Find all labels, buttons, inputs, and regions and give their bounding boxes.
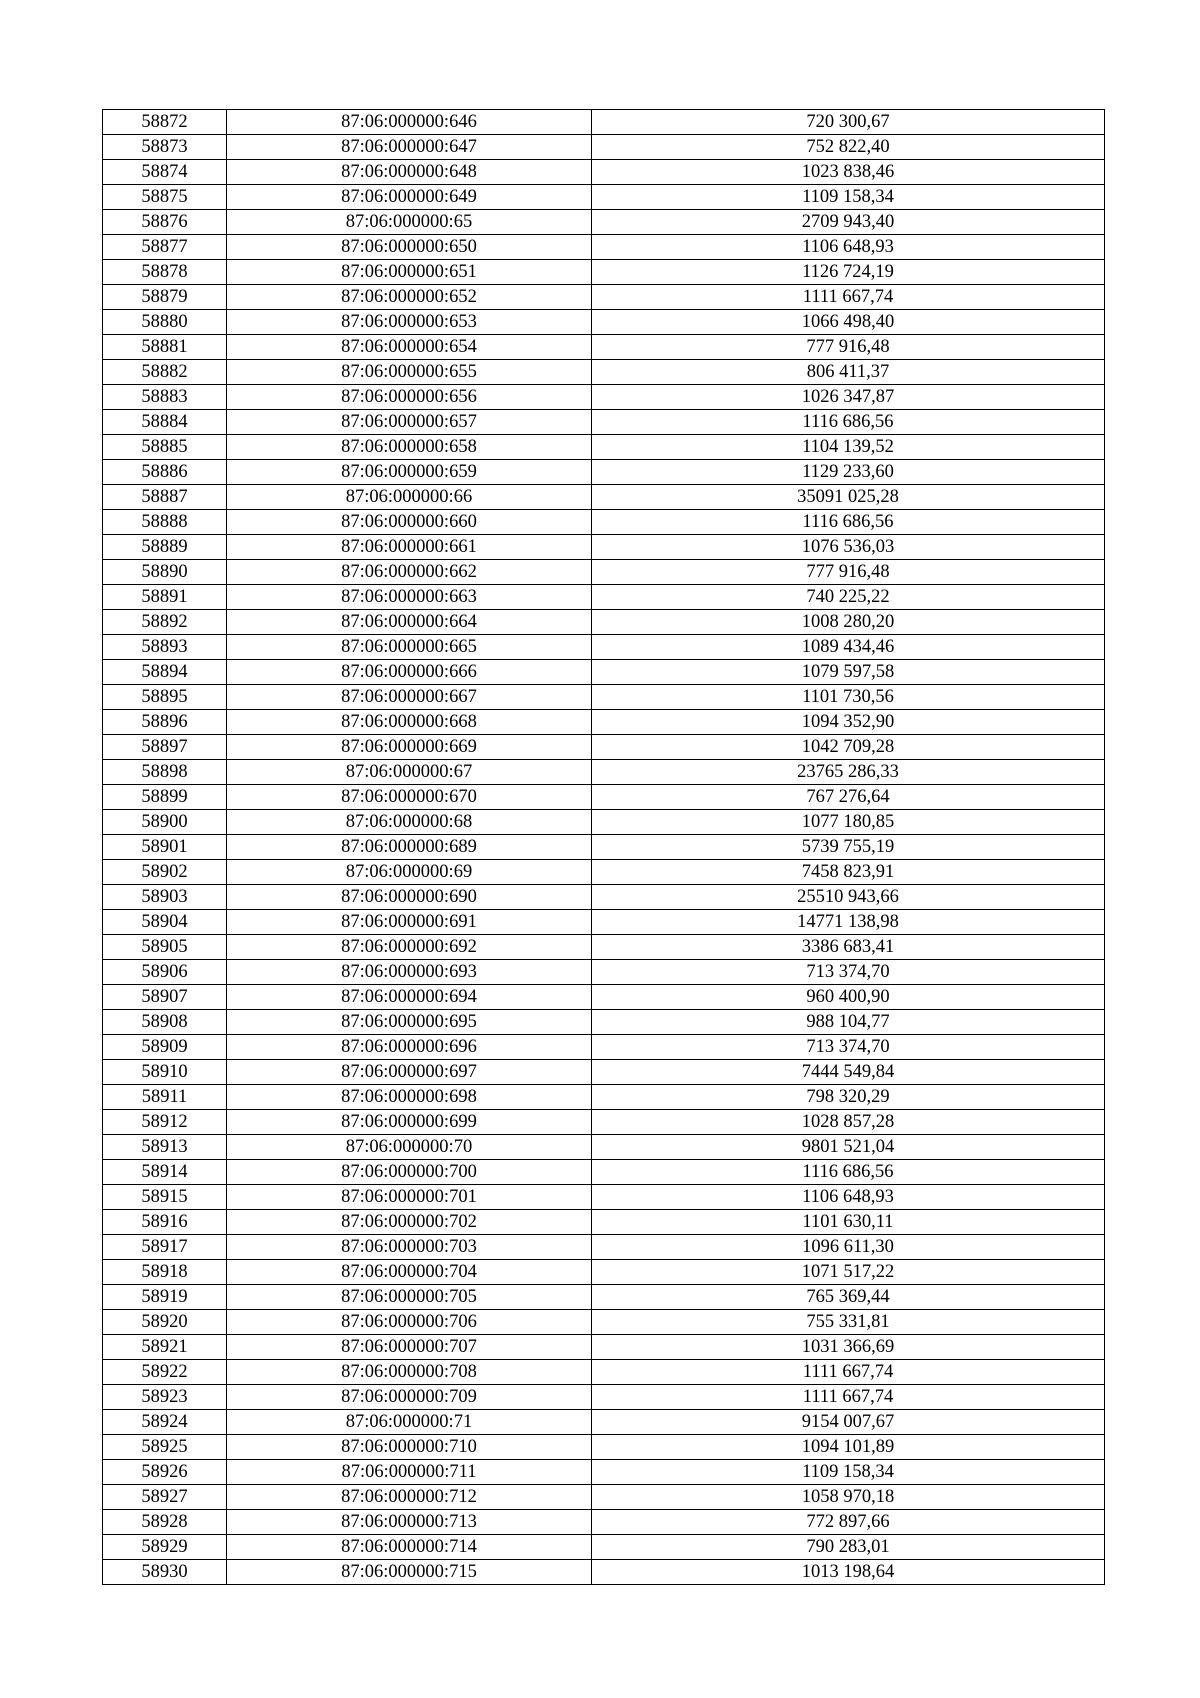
table-row xyxy=(103,210,1105,235)
row-number-cell: 58901 xyxy=(103,835,227,860)
table-row xyxy=(103,285,1105,310)
cadastral-number-cell: 87:06:000000:705 xyxy=(227,1285,592,1310)
row-number-cell: 58929 xyxy=(103,1535,227,1560)
table-row xyxy=(103,560,1105,585)
value-cell: 1096 611,30 xyxy=(592,1235,1105,1260)
cadastral-number-cell: 87:06:000000:670 xyxy=(227,785,592,810)
cadastral-number-cell: 87:06:000000:702 xyxy=(227,1210,592,1235)
table-row xyxy=(103,1085,1105,1110)
table-row xyxy=(103,1160,1105,1185)
row-number-cell: 58925 xyxy=(103,1435,227,1460)
value-cell: 713 374,70 xyxy=(592,1035,1105,1060)
cadastral-number-cell: 87:06:000000:652 xyxy=(227,285,592,310)
row-number-cell: 58894 xyxy=(103,660,227,685)
row-number-cell: 58927 xyxy=(103,1485,227,1510)
value-cell: 1031 366,69 xyxy=(592,1335,1105,1360)
value-cell: 806 411,37 xyxy=(592,360,1105,385)
row-number-cell: 58887 xyxy=(103,485,227,510)
cadastral-number-cell: 87:06:000000:700 xyxy=(227,1160,592,1185)
cadastral-number-cell: 87:06:000000:665 xyxy=(227,635,592,660)
value-cell: 1008 280,20 xyxy=(592,610,1105,635)
cadastral-number-cell: 87:06:000000:696 xyxy=(227,1035,592,1060)
table-row xyxy=(103,1435,1105,1460)
table-row xyxy=(103,960,1105,985)
cadastral-number-cell: 87:06:000000:715 xyxy=(227,1560,592,1585)
table-row xyxy=(103,1460,1105,1485)
value-cell: 1026 347,87 xyxy=(592,385,1105,410)
value-cell: 1077 180,85 xyxy=(592,810,1105,835)
cadastral-number-cell: 87:06:000000:654 xyxy=(227,335,592,360)
table-row xyxy=(103,1235,1105,1260)
row-number-cell: 58911 xyxy=(103,1085,227,1110)
value-cell: 1079 597,58 xyxy=(592,660,1105,685)
value-cell: 1094 352,90 xyxy=(592,710,1105,735)
value-cell: 1089 434,46 xyxy=(592,635,1105,660)
cadastral-number-cell: 87:06:000000:669 xyxy=(227,735,592,760)
row-number-cell: 58880 xyxy=(103,310,227,335)
row-number-cell: 58874 xyxy=(103,160,227,185)
value-cell: 767 276,64 xyxy=(592,785,1105,810)
cadastral-number-cell: 87:06:000000:650 xyxy=(227,235,592,260)
table-row xyxy=(103,1485,1105,1510)
table-row xyxy=(103,410,1105,435)
row-number-cell: 58918 xyxy=(103,1260,227,1285)
table-row xyxy=(103,1410,1105,1435)
table-row xyxy=(103,235,1105,260)
cadastral-number-cell: 87:06:000000:649 xyxy=(227,185,592,210)
value-cell: 1028 857,28 xyxy=(592,1110,1105,1135)
cadastral-number-cell: 87:06:000000:695 xyxy=(227,1010,592,1035)
table-row xyxy=(103,310,1105,335)
row-number-cell: 58896 xyxy=(103,710,227,735)
value-cell: 1058 970,18 xyxy=(592,1485,1105,1510)
cadastral-number-cell: 87:06:000000:707 xyxy=(227,1335,592,1360)
cadastral-number-cell: 87:06:000000:664 xyxy=(227,610,592,635)
table-row xyxy=(103,460,1105,485)
row-number-cell: 58921 xyxy=(103,1335,227,1360)
row-number-cell: 58922 xyxy=(103,1360,227,1385)
cadastral-number-cell: 87:06:000000:697 xyxy=(227,1060,592,1085)
row-number-cell: 58900 xyxy=(103,810,227,835)
value-cell: 720 300,67 xyxy=(592,110,1105,135)
cadastral-number-cell: 87:06:000000:657 xyxy=(227,410,592,435)
table-row xyxy=(103,385,1105,410)
table-row xyxy=(103,1510,1105,1535)
table-row xyxy=(103,760,1105,785)
value-cell: 1071 517,22 xyxy=(592,1260,1105,1285)
row-number-cell: 58905 xyxy=(103,935,227,960)
cadastral-number-cell: 87:06:000000:648 xyxy=(227,160,592,185)
row-number-cell: 58872 xyxy=(103,110,227,135)
value-cell: 9801 521,04 xyxy=(592,1135,1105,1160)
value-cell: 765 369,44 xyxy=(592,1285,1105,1310)
row-number-cell: 58897 xyxy=(103,735,227,760)
value-cell: 713 374,70 xyxy=(592,960,1105,985)
row-number-cell: 58884 xyxy=(103,410,227,435)
table-row xyxy=(103,110,1105,135)
table-row xyxy=(103,185,1105,210)
table-row xyxy=(103,710,1105,735)
value-cell: 1111 667,74 xyxy=(592,1360,1105,1385)
cadastral-number-cell: 87:06:000000:660 xyxy=(227,510,592,535)
table-row xyxy=(103,1035,1105,1060)
value-cell: 1101 730,56 xyxy=(592,685,1105,710)
value-cell: 14771 138,98 xyxy=(592,910,1105,935)
table-row xyxy=(103,535,1105,560)
table-row xyxy=(103,1535,1105,1560)
cadastral-number-cell: 87:06:000000:646 xyxy=(227,110,592,135)
row-number-cell: 58877 xyxy=(103,235,227,260)
cadastral-number-cell: 87:06:000000:698 xyxy=(227,1085,592,1110)
value-cell: 23765 286,33 xyxy=(592,760,1105,785)
value-cell: 1111 667,74 xyxy=(592,1385,1105,1410)
cadastral-number-cell: 87:06:000000:663 xyxy=(227,585,592,610)
cadastral-number-cell: 87:06:000000:694 xyxy=(227,985,592,1010)
cadastral-number-cell: 87:06:000000:71 xyxy=(227,1410,592,1435)
table-row xyxy=(103,1335,1105,1360)
table-row xyxy=(103,860,1105,885)
table-body xyxy=(103,110,1105,1585)
cadastral-number-cell: 87:06:000000:701 xyxy=(227,1185,592,1210)
row-number-cell: 58893 xyxy=(103,635,227,660)
table-row xyxy=(103,510,1105,535)
value-cell: 1076 536,03 xyxy=(592,535,1105,560)
cadastral-number-cell: 87:06:000000:712 xyxy=(227,1485,592,1510)
table-row xyxy=(103,635,1105,660)
cadastral-number-cell: 87:06:000000:693 xyxy=(227,960,592,985)
value-cell: 1023 838,46 xyxy=(592,160,1105,185)
cadastral-number-cell: 87:06:000000:666 xyxy=(227,660,592,685)
cadastral-number-cell: 87:06:000000:656 xyxy=(227,385,592,410)
row-number-cell: 58924 xyxy=(103,1410,227,1435)
cadastral-number-cell: 87:06:000000:70 xyxy=(227,1135,592,1160)
table-row xyxy=(103,835,1105,860)
value-cell: 7458 823,91 xyxy=(592,860,1105,885)
row-number-cell: 58920 xyxy=(103,1310,227,1335)
row-number-cell: 58919 xyxy=(103,1285,227,1310)
cadastral-number-cell: 87:06:000000:68 xyxy=(227,810,592,835)
cadastral-number-cell: 87:06:000000:651 xyxy=(227,260,592,285)
value-cell: 1094 101,89 xyxy=(592,1435,1105,1460)
table-row xyxy=(103,1360,1105,1385)
cadastral-number-cell: 87:06:000000:668 xyxy=(227,710,592,735)
cadastral-number-cell: 87:06:000000:691 xyxy=(227,910,592,935)
table-row xyxy=(103,985,1105,1010)
table-row xyxy=(103,610,1105,635)
row-number-cell: 58902 xyxy=(103,860,227,885)
row-number-cell: 58906 xyxy=(103,960,227,985)
cadastral-number-cell: 87:06:000000:667 xyxy=(227,685,592,710)
table-row xyxy=(103,335,1105,360)
value-cell: 1013 198,64 xyxy=(592,1560,1105,1585)
cadastral-number-cell: 87:06:000000:69 xyxy=(227,860,592,885)
value-cell: 2709 943,40 xyxy=(592,210,1105,235)
table-row xyxy=(103,135,1105,160)
row-number-cell: 58889 xyxy=(103,535,227,560)
table-row xyxy=(103,485,1105,510)
cadastral-number-cell: 87:06:000000:692 xyxy=(227,935,592,960)
row-number-cell: 58928 xyxy=(103,1510,227,1535)
value-cell: 5739 755,19 xyxy=(592,835,1105,860)
row-number-cell: 58910 xyxy=(103,1060,227,1085)
row-number-cell: 58875 xyxy=(103,185,227,210)
cadastral-number-cell: 87:06:000000:658 xyxy=(227,435,592,460)
value-cell: 777 916,48 xyxy=(592,335,1105,360)
cadastral-number-cell: 87:06:000000:659 xyxy=(227,460,592,485)
row-number-cell: 58878 xyxy=(103,260,227,285)
table-row xyxy=(103,810,1105,835)
value-cell: 1116 686,56 xyxy=(592,1160,1105,1185)
row-number-cell: 58909 xyxy=(103,1035,227,1060)
row-number-cell: 58908 xyxy=(103,1010,227,1035)
row-number-cell: 58914 xyxy=(103,1160,227,1185)
value-cell: 1104 139,52 xyxy=(592,435,1105,460)
table-row xyxy=(103,1110,1105,1135)
row-number-cell: 58895 xyxy=(103,685,227,710)
cadastral-number-cell: 87:06:000000:713 xyxy=(227,1510,592,1535)
value-cell: 1106 648,93 xyxy=(592,235,1105,260)
value-cell: 1126 724,19 xyxy=(592,260,1105,285)
row-number-cell: 58899 xyxy=(103,785,227,810)
table-row xyxy=(103,1185,1105,1210)
row-number-cell: 58873 xyxy=(103,135,227,160)
row-number-cell: 58890 xyxy=(103,560,227,585)
table-row xyxy=(103,1060,1105,1085)
row-number-cell: 58891 xyxy=(103,585,227,610)
row-number-cell: 58907 xyxy=(103,985,227,1010)
table-row xyxy=(103,735,1105,760)
cadastral-number-cell: 87:06:000000:708 xyxy=(227,1360,592,1385)
table-row xyxy=(103,935,1105,960)
value-cell: 772 897,66 xyxy=(592,1510,1105,1535)
row-number-cell: 58926 xyxy=(103,1460,227,1485)
cadastral-number-cell: 87:06:000000:690 xyxy=(227,885,592,910)
value-cell: 35091 025,28 xyxy=(592,485,1105,510)
value-cell: 9154 007,67 xyxy=(592,1410,1105,1435)
value-cell: 740 225,22 xyxy=(592,585,1105,610)
row-number-cell: 58888 xyxy=(103,510,227,535)
value-cell: 25510 943,66 xyxy=(592,885,1105,910)
row-number-cell: 58903 xyxy=(103,885,227,910)
cadastral-number-cell: 87:06:000000:706 xyxy=(227,1310,592,1335)
value-cell: 790 283,01 xyxy=(592,1535,1105,1560)
table-row xyxy=(103,1385,1105,1410)
table-row xyxy=(103,260,1105,285)
row-number-cell: 58882 xyxy=(103,360,227,385)
value-cell: 1109 158,34 xyxy=(592,185,1105,210)
row-number-cell: 58916 xyxy=(103,1210,227,1235)
table-row xyxy=(103,1285,1105,1310)
cadastral-number-cell: 87:06:000000:710 xyxy=(227,1435,592,1460)
cadastral-number-cell: 87:06:000000:704 xyxy=(227,1260,592,1285)
row-number-cell: 58885 xyxy=(103,435,227,460)
row-number-cell: 58876 xyxy=(103,210,227,235)
cadastral-number-cell: 87:06:000000:66 xyxy=(227,485,592,510)
table-row xyxy=(103,660,1105,685)
value-cell: 1109 158,34 xyxy=(592,1460,1105,1485)
value-cell: 798 320,29 xyxy=(592,1085,1105,1110)
value-cell: 1116 686,56 xyxy=(592,510,1105,535)
value-cell: 1106 648,93 xyxy=(592,1185,1105,1210)
cadastral-number-cell: 87:06:000000:655 xyxy=(227,360,592,385)
row-number-cell: 58912 xyxy=(103,1110,227,1135)
cadastral-number-cell: 87:06:000000:662 xyxy=(227,560,592,585)
table-row xyxy=(103,1135,1105,1160)
cadastral-number-cell: 87:06:000000:67 xyxy=(227,760,592,785)
table-row xyxy=(103,1310,1105,1335)
value-cell: 1042 709,28 xyxy=(592,735,1105,760)
value-cell: 1101 630,11 xyxy=(592,1210,1105,1235)
row-number-cell: 58883 xyxy=(103,385,227,410)
value-cell: 1066 498,40 xyxy=(592,310,1105,335)
cadastral-number-cell: 87:06:000000:699 xyxy=(227,1110,592,1135)
row-number-cell: 58915 xyxy=(103,1185,227,1210)
table-row xyxy=(103,785,1105,810)
row-number-cell: 58879 xyxy=(103,285,227,310)
table-row xyxy=(103,360,1105,385)
cadastral-number-cell: 87:06:000000:653 xyxy=(227,310,592,335)
value-cell: 1116 686,56 xyxy=(592,410,1105,435)
row-number-cell: 58904 xyxy=(103,910,227,935)
row-number-cell: 58923 xyxy=(103,1385,227,1410)
row-number-cell: 58892 xyxy=(103,610,227,635)
row-number-cell: 58881 xyxy=(103,335,227,360)
table-row xyxy=(103,1210,1105,1235)
cadastral-number-cell: 87:06:000000:711 xyxy=(227,1460,592,1485)
table-row xyxy=(103,435,1105,460)
cadastral-number-cell: 87:06:000000:647 xyxy=(227,135,592,160)
cadastral-number-cell: 87:06:000000:703 xyxy=(227,1235,592,1260)
table-row xyxy=(103,1560,1105,1585)
value-cell: 777 916,48 xyxy=(592,560,1105,585)
table-row xyxy=(103,585,1105,610)
row-number-cell: 58930 xyxy=(103,1560,227,1585)
table-row xyxy=(103,685,1105,710)
value-cell: 752 822,40 xyxy=(592,135,1105,160)
table-row xyxy=(103,1260,1105,1285)
table-row xyxy=(103,885,1105,910)
table-row xyxy=(103,160,1105,185)
value-cell: 3386 683,41 xyxy=(592,935,1105,960)
cadastral-value-table xyxy=(102,109,1105,1585)
row-number-cell: 58913 xyxy=(103,1135,227,1160)
table-row xyxy=(103,910,1105,935)
cadastral-number-cell: 87:06:000000:714 xyxy=(227,1535,592,1560)
cadastral-number-cell: 87:06:000000:689 xyxy=(227,835,592,860)
value-cell: 755 331,81 xyxy=(592,1310,1105,1335)
row-number-cell: 58917 xyxy=(103,1235,227,1260)
value-cell: 988 104,77 xyxy=(592,1010,1105,1035)
value-cell: 1129 233,60 xyxy=(592,460,1105,485)
cadastral-number-cell: 87:06:000000:65 xyxy=(227,210,592,235)
value-cell: 960 400,90 xyxy=(592,985,1105,1010)
value-cell: 7444 549,84 xyxy=(592,1060,1105,1085)
value-cell: 1111 667,74 xyxy=(592,285,1105,310)
row-number-cell: 58886 xyxy=(103,460,227,485)
cadastral-number-cell: 87:06:000000:661 xyxy=(227,535,592,560)
cadastral-number-cell: 87:06:000000:709 xyxy=(227,1385,592,1410)
row-number-cell: 58898 xyxy=(103,760,227,785)
table-row xyxy=(103,1010,1105,1035)
